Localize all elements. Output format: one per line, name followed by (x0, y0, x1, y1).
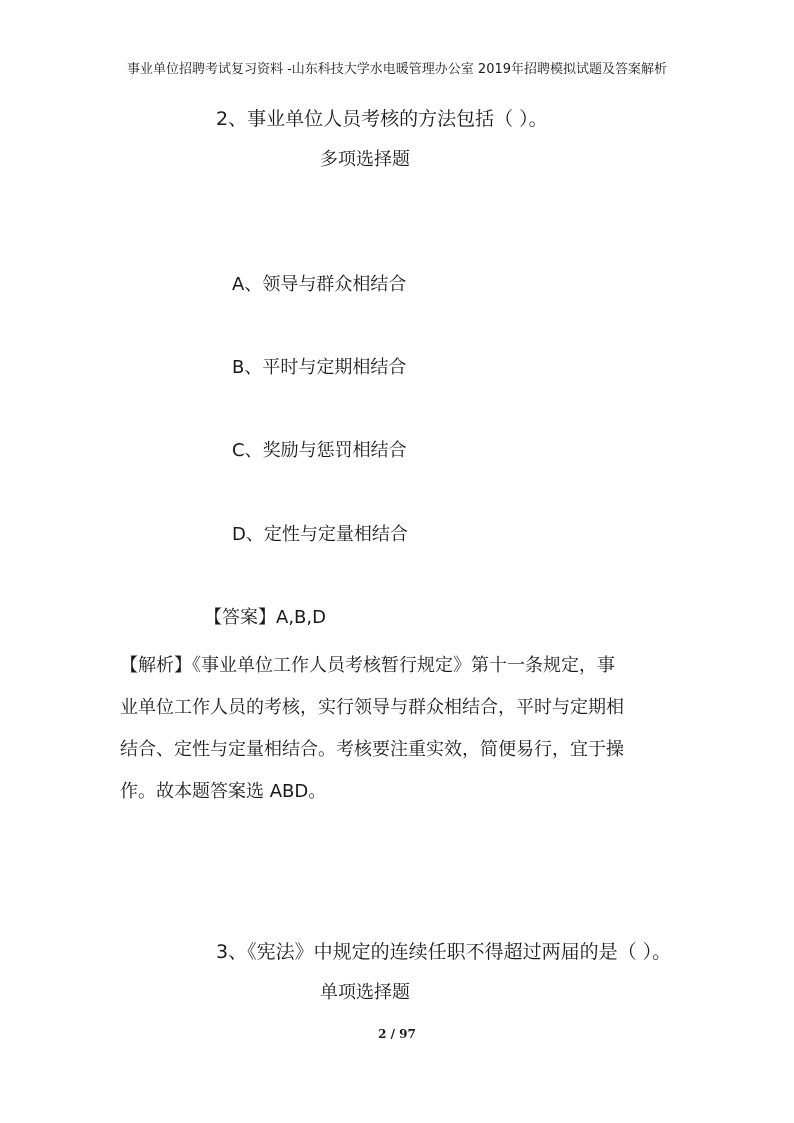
question-2-option-b: B、平时与定期相结合 (232, 357, 407, 378)
explanation-line: 【解析】《事业单位工作人员考核暂行规定》第十一条规定，事 (120, 655, 615, 676)
question-2-answer: 【答案】A,B,D (204, 607, 326, 628)
question-2-option-a: A、领导与群众相结合 (232, 274, 407, 295)
question-2-explanation (120, 645, 680, 813)
page-header: 事业单位招聘考试复习资料 -山东科技大学水电暖管理办公室 2019年招聘模拟试题及答案解析 (126, 62, 668, 77)
question-2-title: 2、事业单位人员考核的方法包括（ ）。 (216, 108, 548, 130)
explanation-line: 结合、定性与定量相结合。考核要注重实效，简便易行，宜于操 (120, 739, 624, 760)
explanation-line: 业单位工作人员的考核，实行领导与群众相结合，平时与定期相 (120, 697, 624, 718)
explanation-line: 作。故本题答案选 ABD。 (120, 781, 327, 802)
page-number: 2 / 97 (378, 1027, 416, 1041)
question-3-title: 3、《宪法》中规定的连续任职不得超过两届的是（ ）。 (216, 941, 672, 963)
question-2-option-c: C、奖励与惩罚相结合 (232, 440, 407, 461)
question-2-option-d: D、定性与定量相结合 (232, 524, 408, 545)
question-2-type: 多项选择题 (320, 149, 410, 170)
question-3-type: 单项选择题 (320, 982, 410, 1003)
